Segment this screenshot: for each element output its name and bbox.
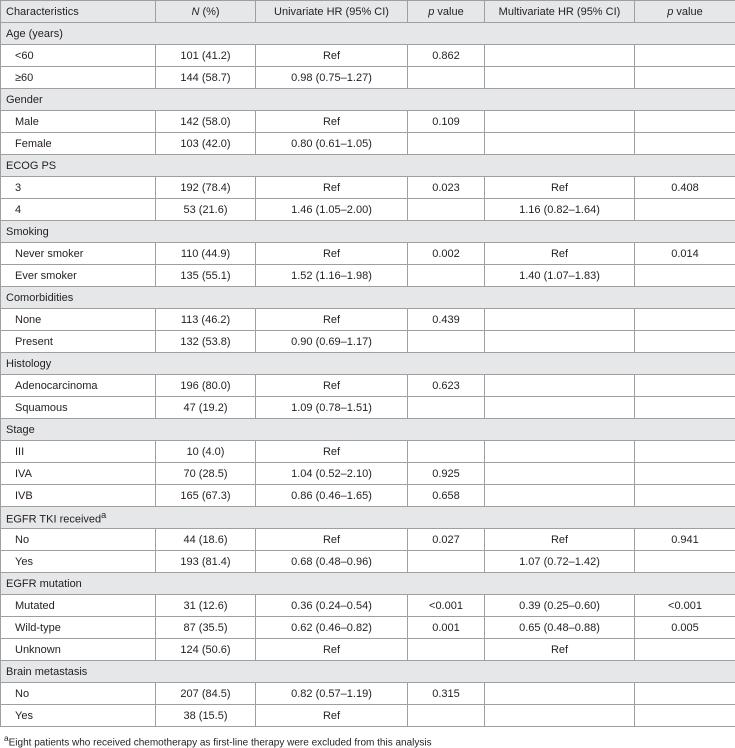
cell-univariate-hr: Ref	[256, 309, 408, 331]
cell-multivariate-hr: 0.39 (0.25–0.60)	[485, 595, 635, 617]
group-title	[1, 23, 735, 45]
table-row	[1, 397, 735, 419]
table-row	[1, 595, 735, 617]
col-multi-p-italic: p	[667, 6, 673, 18]
cell-n-percent: 31 (12.6)	[156, 595, 256, 617]
cell-label: Male	[1, 111, 156, 133]
cell-multivariate-hr: Ref	[485, 529, 635, 551]
cell-univariate-hr: 0.80 (0.61–1.05)	[256, 133, 408, 155]
group-header-row	[1, 89, 735, 111]
cell-univariate-hr: 0.90 (0.69–1.17)	[256, 331, 408, 353]
col-n-italic: N	[191, 6, 199, 18]
cell-multivariate-hr	[485, 309, 635, 331]
table-row	[1, 529, 735, 551]
cell-univariate-hr: Ref	[256, 441, 408, 463]
cell-multivariate-hr	[485, 111, 635, 133]
cell-n-percent: 124 (50.6)	[156, 639, 256, 661]
cell-label: 3	[1, 177, 156, 199]
table-row	[1, 551, 735, 573]
cell-multivariate-p	[635, 133, 735, 155]
cell-multivariate-p	[635, 683, 735, 705]
cell-label: None	[1, 309, 156, 331]
group-title	[1, 507, 735, 529]
cell-univariate-p: <0.001	[408, 595, 485, 617]
group-title-text: Comorbidities	[6, 292, 73, 304]
cell-label: Present	[1, 331, 156, 353]
cell-univariate-p	[408, 133, 485, 155]
cell-n-percent: 165 (67.3)	[156, 485, 256, 507]
cell-univariate-hr: Ref	[256, 639, 408, 661]
cell-n-percent: 53 (21.6)	[156, 199, 256, 221]
cell-multivariate-p	[635, 45, 735, 67]
cell-n-percent: 103 (42.0)	[156, 133, 256, 155]
cell-multivariate-hr	[485, 441, 635, 463]
cell-multivariate-hr	[485, 67, 635, 89]
group-title	[1, 89, 735, 111]
col-uni-p-rest: value	[434, 6, 463, 18]
cell-univariate-hr: Ref	[256, 529, 408, 551]
cell-univariate-hr: Ref	[256, 177, 408, 199]
table-row	[1, 309, 735, 331]
cell-univariate-p	[408, 265, 485, 287]
col-characteristics: Characteristics	[1, 1, 156, 23]
cell-multivariate-p: 0.005	[635, 617, 735, 639]
cell-multivariate-p	[635, 441, 735, 463]
table-row	[1, 67, 735, 89]
cell-n-percent: 101 (41.2)	[156, 45, 256, 67]
cell-label: No	[1, 683, 156, 705]
col-multivariate-hr: Multivariate HR (95% CI)	[485, 1, 635, 23]
table-row	[1, 617, 735, 639]
cell-multivariate-p	[635, 67, 735, 89]
cell-univariate-hr: Ref	[256, 705, 408, 727]
cell-multivariate-p	[635, 485, 735, 507]
cell-univariate-p: 0.023	[408, 177, 485, 199]
cell-univariate-p	[408, 331, 485, 353]
group-title-text: EGFR mutation	[6, 578, 82, 590]
cell-multivariate-hr	[485, 683, 635, 705]
group-title-text: EGFR TKI received	[6, 513, 101, 525]
cell-n-percent: 196 (80.0)	[156, 375, 256, 397]
table-row	[1, 331, 735, 353]
cell-label: IVB	[1, 485, 156, 507]
cell-label: Squamous	[1, 397, 156, 419]
table-row	[1, 133, 735, 155]
group-title-text: Stage	[6, 424, 35, 436]
cell-multivariate-hr	[485, 331, 635, 353]
cell-univariate-hr: 0.68 (0.48–0.96)	[256, 551, 408, 573]
header-row	[1, 1, 735, 23]
cell-multivariate-hr: Ref	[485, 243, 635, 265]
cell-univariate-p: 0.925	[408, 463, 485, 485]
cell-multivariate-hr: 1.40 (1.07–1.83)	[485, 265, 635, 287]
cell-multivariate-hr	[485, 133, 635, 155]
cell-multivariate-p	[635, 111, 735, 133]
group-title	[1, 155, 735, 177]
col-univariate-p	[408, 1, 485, 23]
cell-label: Never smoker	[1, 243, 156, 265]
cell-univariate-hr: 0.98 (0.75–1.27)	[256, 67, 408, 89]
table-row	[1, 177, 735, 199]
cell-n-percent: 207 (84.5)	[156, 683, 256, 705]
cell-univariate-p	[408, 397, 485, 419]
cell-label: 4	[1, 199, 156, 221]
cell-univariate-hr: 1.04 (0.52–2.10)	[256, 463, 408, 485]
footnote-text: Eight patients who received chemotherapy as first-line therapy were excluded from this analysis	[9, 737, 432, 748]
table-row	[1, 111, 735, 133]
cell-label: Yes	[1, 705, 156, 727]
cell-n-percent: 10 (4.0)	[156, 441, 256, 463]
group-header-row	[1, 23, 735, 45]
table-row	[1, 683, 735, 705]
group-header-row	[1, 353, 735, 375]
cell-multivariate-p	[635, 639, 735, 661]
cell-multivariate-p	[635, 705, 735, 727]
cell-label: Unknown	[1, 639, 156, 661]
group-title	[1, 573, 735, 595]
cell-n-percent: 142 (58.0)	[156, 111, 256, 133]
group-title-text: ECOG PS	[6, 160, 56, 172]
cell-n-percent: 113 (46.2)	[156, 309, 256, 331]
cell-label: <60	[1, 45, 156, 67]
table-row	[1, 375, 735, 397]
group-header-row	[1, 287, 735, 309]
group-title-text: Smoking	[6, 226, 49, 238]
cell-multivariate-p	[635, 331, 735, 353]
col-multi-p-rest: value	[673, 6, 702, 18]
group-header-row	[1, 419, 735, 441]
group-title	[1, 287, 735, 309]
table-row	[1, 441, 735, 463]
cell-univariate-hr: 0.62 (0.46–0.82)	[256, 617, 408, 639]
cell-label: Adenocarcinoma	[1, 375, 156, 397]
cell-univariate-hr: 1.46 (1.05–2.00)	[256, 199, 408, 221]
cell-univariate-p: 0.658	[408, 485, 485, 507]
cell-label: Mutated	[1, 595, 156, 617]
cell-multivariate-p: 0.014	[635, 243, 735, 265]
cell-n-percent: 87 (35.5)	[156, 617, 256, 639]
cell-label: III	[1, 441, 156, 463]
cell-univariate-hr: 1.52 (1.16–1.98)	[256, 265, 408, 287]
cell-n-percent: 44 (18.6)	[156, 529, 256, 551]
table-row	[1, 463, 735, 485]
cell-multivariate-p	[635, 265, 735, 287]
cell-n-percent: 70 (28.5)	[156, 463, 256, 485]
table-row	[1, 639, 735, 661]
cell-univariate-p	[408, 67, 485, 89]
cell-multivariate-hr: Ref	[485, 177, 635, 199]
cell-multivariate-hr: 1.16 (0.82–1.64)	[485, 199, 635, 221]
cell-multivariate-hr: Ref	[485, 639, 635, 661]
cell-multivariate-hr	[485, 397, 635, 419]
cell-label: ≥60	[1, 67, 156, 89]
cell-multivariate-p: 0.408	[635, 177, 735, 199]
cell-multivariate-p	[635, 397, 735, 419]
cell-multivariate-p: <0.001	[635, 595, 735, 617]
group-title	[1, 353, 735, 375]
col-univariate-hr: Univariate HR (95% CI)	[256, 1, 408, 23]
cell-label: IVA	[1, 463, 156, 485]
group-header-row	[1, 507, 735, 529]
table-row	[1, 705, 735, 727]
cell-univariate-p: 0.001	[408, 617, 485, 639]
table-row	[1, 485, 735, 507]
cell-univariate-p: 0.439	[408, 309, 485, 331]
cell-univariate-p	[408, 705, 485, 727]
group-header-row	[1, 155, 735, 177]
cell-label: No	[1, 529, 156, 551]
group-header-row	[1, 221, 735, 243]
group-title-text: Histology	[6, 358, 51, 370]
cell-n-percent: 132 (53.8)	[156, 331, 256, 353]
cell-n-percent: 110 (44.9)	[156, 243, 256, 265]
cell-n-percent: 38 (15.5)	[156, 705, 256, 727]
cell-multivariate-p	[635, 375, 735, 397]
cell-multivariate-p	[635, 551, 735, 573]
footnote-marker: a	[4, 733, 9, 743]
cell-label: Ever smoker	[1, 265, 156, 287]
col-multivariate-p	[635, 1, 735, 23]
cell-multivariate-hr: 0.65 (0.48–0.88)	[485, 617, 635, 639]
cell-multivariate-p	[635, 199, 735, 221]
cell-univariate-hr: 1.09 (0.78–1.51)	[256, 397, 408, 419]
cell-univariate-p	[408, 551, 485, 573]
cell-multivariate-hr	[485, 45, 635, 67]
cell-multivariate-p: 0.941	[635, 529, 735, 551]
group-title-text: Age (years)	[6, 28, 63, 40]
cell-multivariate-p	[635, 309, 735, 331]
cell-multivariate-p	[635, 463, 735, 485]
table-body	[1, 23, 735, 727]
cell-n-percent: 192 (78.4)	[156, 177, 256, 199]
cell-univariate-hr: Ref	[256, 111, 408, 133]
cell-n-percent: 47 (19.2)	[156, 397, 256, 419]
cell-multivariate-hr: 1.07 (0.72–1.42)	[485, 551, 635, 573]
col-n-rest: (%)	[199, 6, 219, 18]
group-header-row	[1, 573, 735, 595]
cell-label: Yes	[1, 551, 156, 573]
group-title	[1, 419, 735, 441]
cell-label: Female	[1, 133, 156, 155]
table-row	[1, 199, 735, 221]
cell-univariate-hr: Ref	[256, 375, 408, 397]
cell-multivariate-hr	[485, 375, 635, 397]
cell-univariate-hr: Ref	[256, 243, 408, 265]
cell-n-percent: 144 (58.7)	[156, 67, 256, 89]
group-footnote-marker: a	[101, 510, 106, 520]
cell-univariate-p	[408, 639, 485, 661]
cell-univariate-p: 0.623	[408, 375, 485, 397]
group-title-text: Gender	[6, 94, 43, 106]
cell-multivariate-hr	[485, 705, 635, 727]
group-header-row	[1, 661, 735, 683]
cell-multivariate-hr	[485, 463, 635, 485]
cell-label: Wild-type	[1, 617, 156, 639]
cell-univariate-p	[408, 199, 485, 221]
cell-univariate-p: 0.315	[408, 683, 485, 705]
cell-multivariate-hr	[485, 485, 635, 507]
cell-n-percent: 135 (55.1)	[156, 265, 256, 287]
table-row	[1, 45, 735, 67]
group-title	[1, 221, 735, 243]
cell-n-percent: 193 (81.4)	[156, 551, 256, 573]
cell-univariate-p: 0.109	[408, 111, 485, 133]
cell-univariate-p: 0.862	[408, 45, 485, 67]
cell-univariate-hr: 0.86 (0.46–1.65)	[256, 485, 408, 507]
footnote	[4, 733, 432, 748]
table-row	[1, 243, 735, 265]
group-title-text: Brain metastasis	[6, 666, 87, 678]
col-n-percent	[156, 1, 256, 23]
cell-univariate-p	[408, 441, 485, 463]
cell-univariate-hr: 0.36 (0.24–0.54)	[256, 595, 408, 617]
table-row	[1, 265, 735, 287]
cell-univariate-p: 0.027	[408, 529, 485, 551]
cell-univariate-hr: 0.82 (0.57–1.19)	[256, 683, 408, 705]
cell-univariate-p: 0.002	[408, 243, 485, 265]
group-title	[1, 661, 735, 683]
col-uni-p-italic: p	[428, 6, 434, 18]
cell-univariate-hr: Ref	[256, 45, 408, 67]
